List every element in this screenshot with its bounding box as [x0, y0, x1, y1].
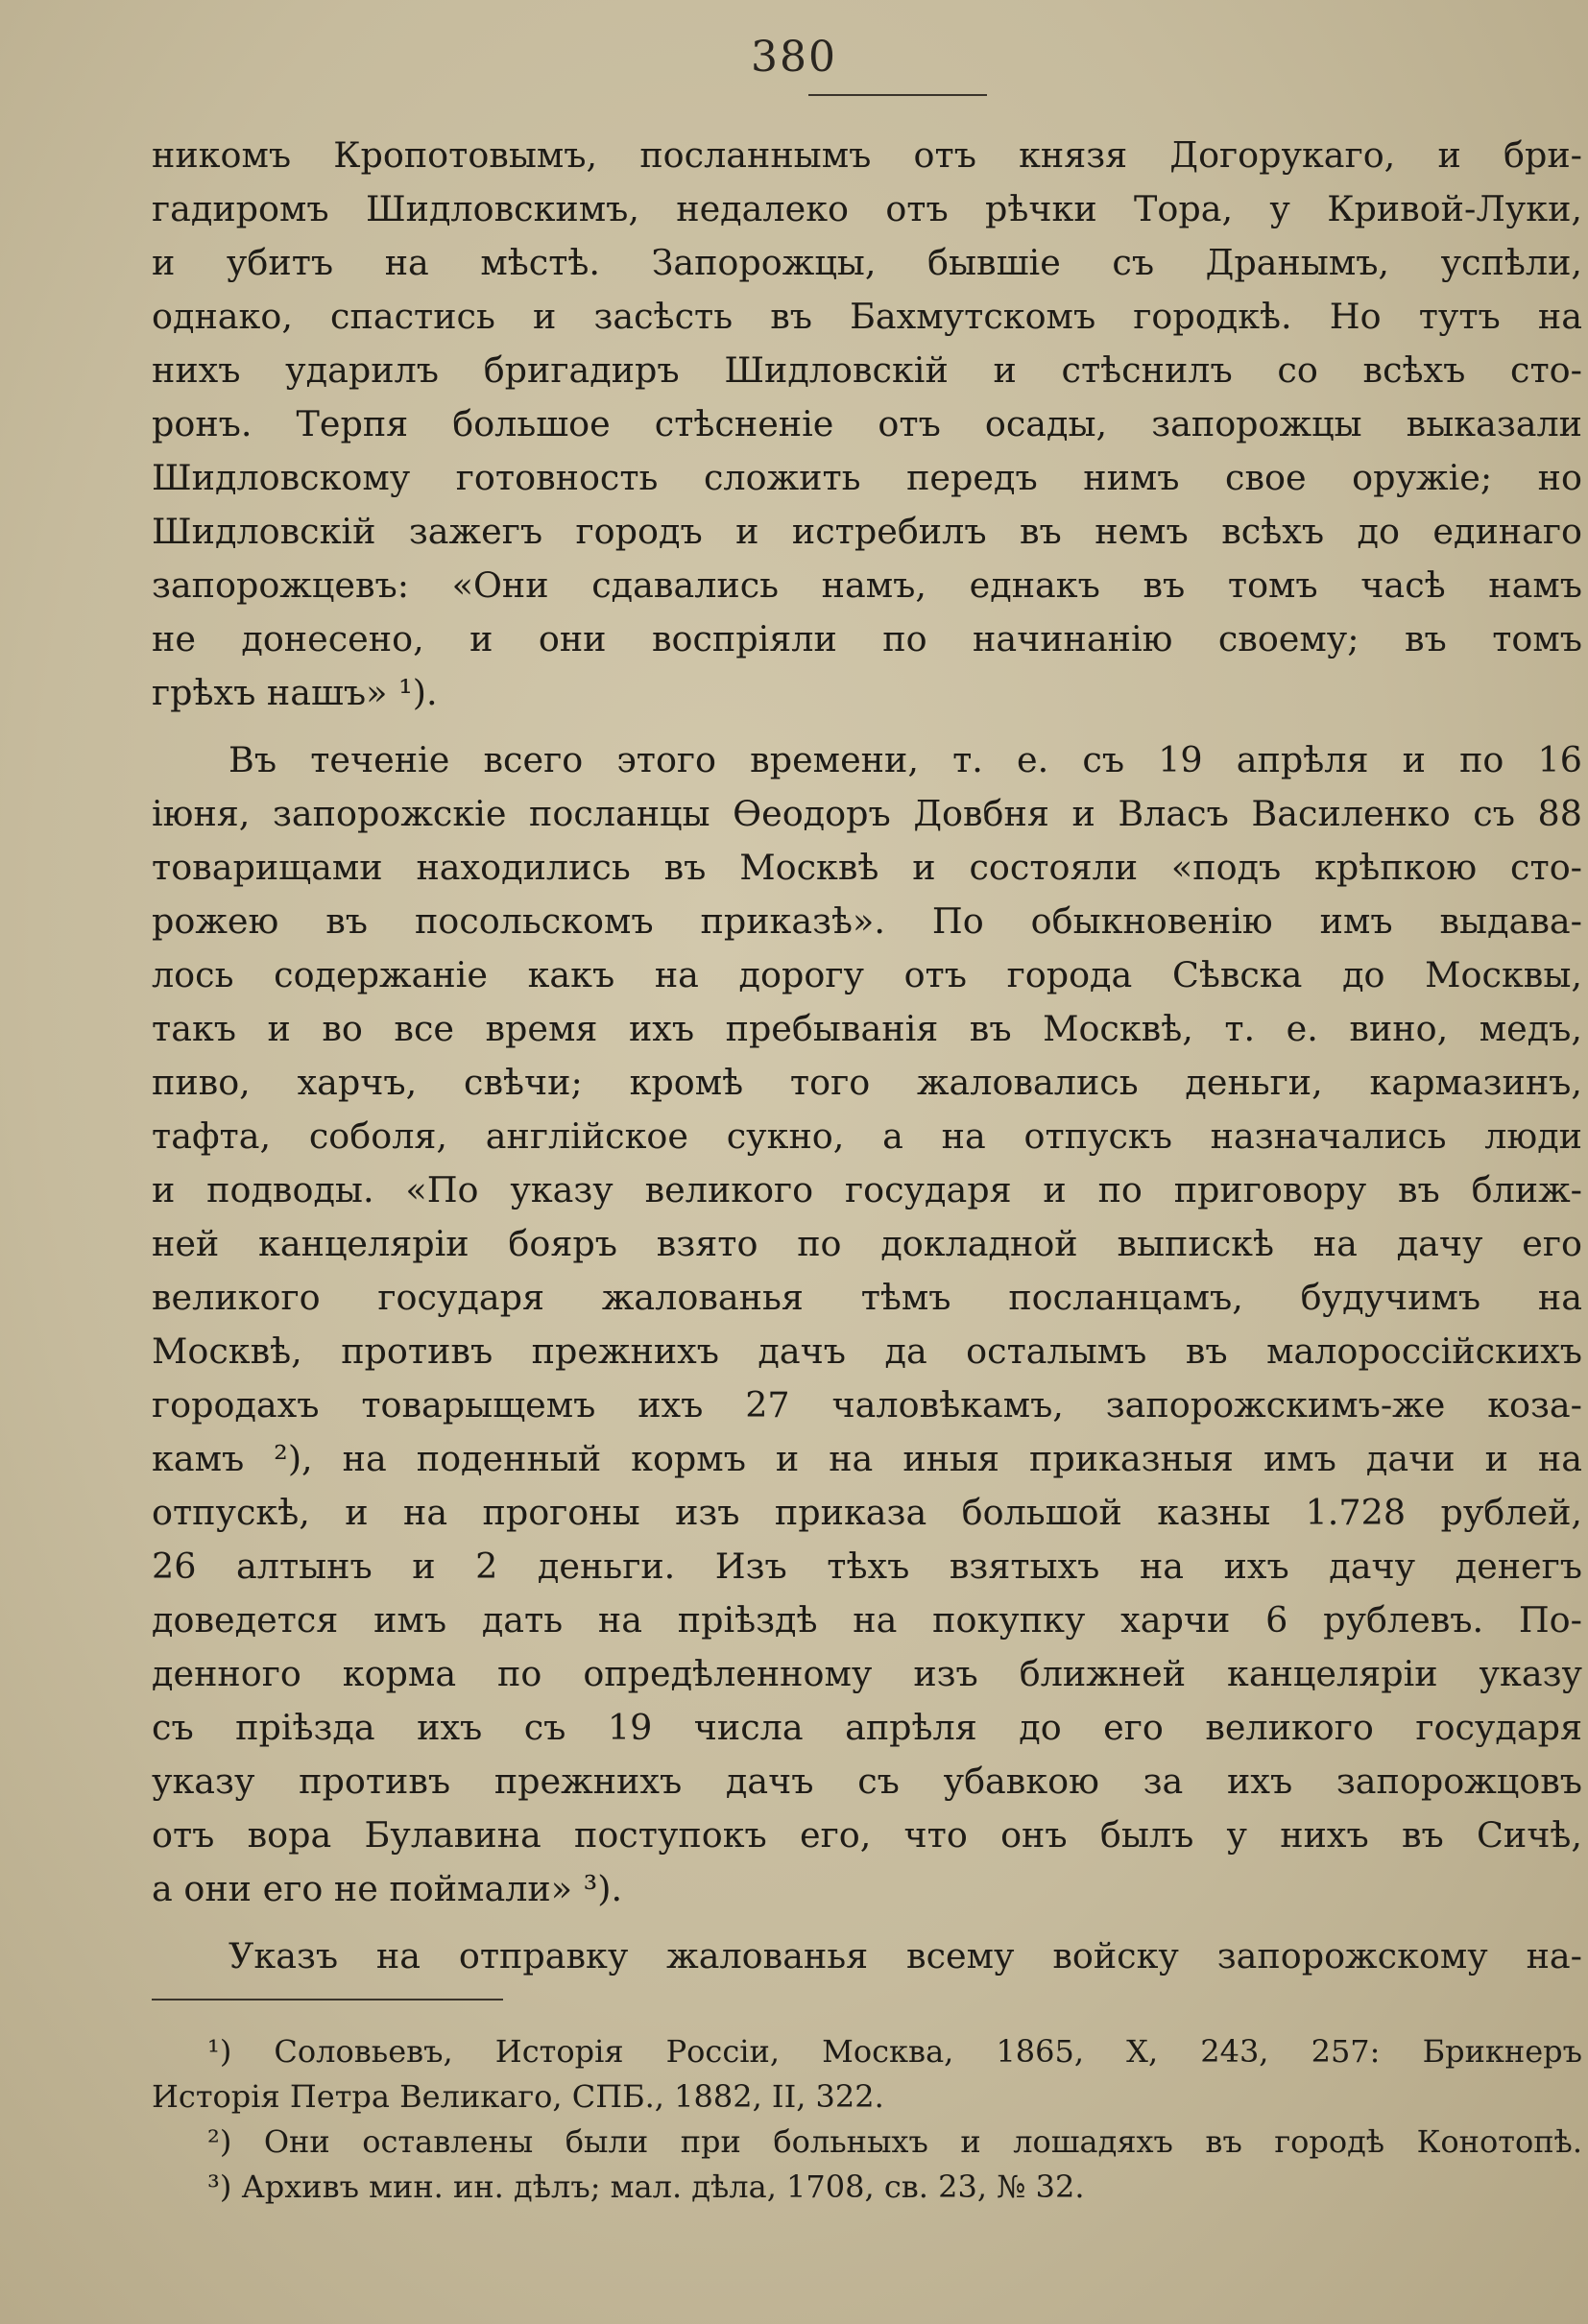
text-line: а они его не поймали» ³).: [152, 1868, 623, 1909]
text-line: и подводы. «По указу великого государя и по приговору въ ближ-: [152, 1169, 1582, 1210]
text-line: іюня, запорожскіе посланцы Ѳеодоръ Довбня и Власъ Василенко съ 88: [152, 793, 1582, 834]
text-line: тафта, соболя, англійское сукно, а на отпускъ назначались люди: [152, 1115, 1582, 1157]
text-line: рожею въ посольскомъ приказѣ». По обыкновенію имъ выдава-: [152, 900, 1582, 942]
text-line: товарищами находились въ Москвѣ и состояли «подъ крѣпкою сто-: [152, 847, 1582, 888]
text-line: никомъ Кропотовымъ, посланнымъ отъ князя Догорукаго, и бри-: [152, 134, 1582, 176]
text-line: гадиромъ Шидловскимъ, недалеко отъ рѣчки Тора, у Кривой-Луки,: [152, 188, 1582, 229]
text-line: Москвѣ, противъ прежнихъ дачъ да осталымъ въ малороссійскихъ: [152, 1330, 1582, 1372]
text-line: пиво, харчъ, свѣчи; кромѣ того жаловались деньги, кармазинъ,: [152, 1062, 1582, 1103]
text-line: и убитъ на мѣстѣ. Запорожцы, бывшіе съ Дранымъ, успѣли,: [152, 242, 1582, 283]
text-line: камъ ²), на поденный кормъ и на иныя приказныя имъ дачи и на: [152, 1438, 1582, 1479]
text-line: доведется имъ дать на пріѣздѣ на покупку харчи 6 рублевъ. По-: [152, 1599, 1582, 1641]
text-line: запорожцевъ: «Они сдавались намъ, еднакъ въ томъ часѣ намъ: [152, 564, 1582, 606]
text-line: нихъ ударилъ бригадиръ Шидловскій и стѣснилъ со всѣхъ сто-: [152, 349, 1582, 391]
paragraph-gap: [152, 1916, 1582, 1929]
footnote-line: Исторія Петра Великаго, СПБ., 1882, II, 322.: [152, 2078, 884, 2115]
page-number-underline: [808, 94, 987, 96]
footnote-line: ¹) Соловьевъ, Исторія Россіи, Москва, 1865, X, 243, 257: Брикнеръ: [207, 2033, 1582, 2070]
text-line: великого государя жалованья тѣмъ посланцамъ, будучимъ на: [152, 1277, 1582, 1318]
text-line: указу противъ прежнихъ дачъ съ убавкою за ихъ запорожцовъ: [152, 1761, 1582, 1802]
footnotes: [152, 2029, 1582, 2210]
text-line: отпускѣ, и на прогоны изъ приказа большой казны 1.728 рублей,: [152, 1492, 1582, 1533]
text-line: Въ теченіе всего этого времени, т. е. съ 19 апрѣля и по 16: [229, 739, 1582, 780]
text-line: такъ и во все время ихъ пребыванія въ Москвѣ, т. е. вино, медъ,: [152, 1008, 1582, 1049]
text-line: 26 алтынъ и 2 деньги. Изъ тѣхъ взятыхъ на ихъ дачу денегъ: [152, 1545, 1582, 1587]
text-line: Шидловскому готовность сложить передъ нимъ свое оружіе; но: [152, 457, 1582, 498]
text-line: съ пріѣзда ихъ съ 19 числа апрѣля до его великого государя: [152, 1707, 1582, 1748]
paragraph-gap: [152, 720, 1582, 733]
text-line: Шидловскій зажегъ городъ и истребилъ въ немъ всѣхъ до единаго: [152, 511, 1582, 552]
footnote-line: ²) Они оставлены были при больныхъ и лошадяхъ въ городѣ Конотопѣ.: [207, 2123, 1582, 2160]
text-line: отъ вора Булавина поступокъ его, что онъ былъ у нихъ въ Сичѣ,: [152, 1814, 1582, 1856]
text-line: однако, спастись и засѣсть въ Бахмутскомъ городкѣ. Но тутъ на: [152, 296, 1582, 337]
text-line: ней канцеляріи бояръ взято по докладной выпискѣ на дачу его: [152, 1223, 1582, 1264]
text-line: лось содержаніе какъ на дорогу отъ города Сѣвска до Москвы,: [152, 954, 1582, 995]
text-line: Указъ на отправку жалованья всему войску запорожскому на-: [229, 1935, 1582, 1977]
text-line: городахъ товарыщемъ ихъ 27 чаловѣкамъ, запорожскимъ-же коза-: [152, 1384, 1582, 1426]
page-number: 380: [751, 33, 837, 82]
footnote-divider: [152, 1999, 503, 2001]
text-line: денного корма по опредѣленному изъ ближней канцеляріи указу: [152, 1653, 1582, 1694]
text-line: ронъ. Терпя большое стѣсненіе отъ осады, запорожцы выказали: [152, 403, 1582, 444]
text-line: не донесено, и они воспріяли по начинанію своему; въ томъ: [152, 618, 1582, 659]
footnote-line: ³) Архивъ мин. ин. дѣлъ; мал. дѣла, 1708, св. 23, № 32.: [207, 2168, 1085, 2205]
main-text: [152, 129, 1582, 1983]
text-line: грѣхъ нашъ» ¹).: [152, 672, 438, 713]
